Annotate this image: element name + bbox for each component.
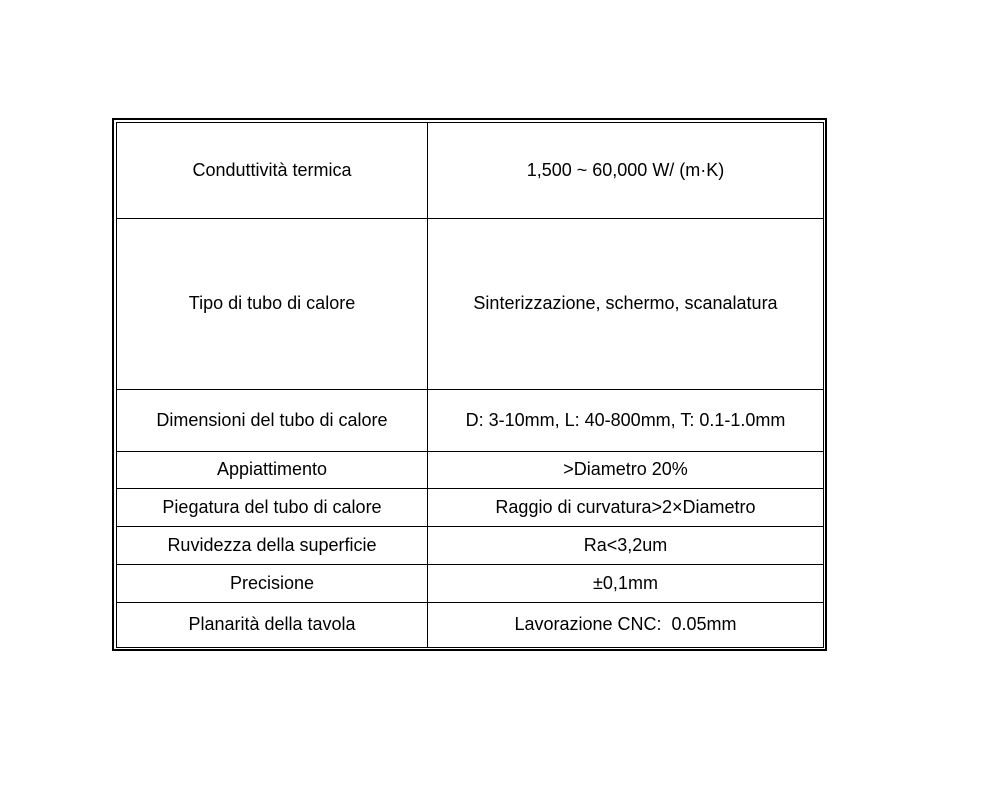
spec-label: Dimensioni del tubo di calore [117, 390, 428, 452]
spec-label: Precisione [117, 565, 428, 603]
spec-value: Raggio di curvatura>2×Diametro [428, 489, 824, 527]
spec-value: Ra<3,2um [428, 527, 824, 565]
spec-value: Lavorazione CNC: 0.05mm [428, 603, 824, 648]
specs-table-frame [112, 118, 827, 651]
specs-table [116, 122, 824, 648]
spec-value: D: 3-10mm, L: 40-800mm, T: 0.1-1.0mm [428, 390, 824, 452]
spec-label: Ruvidezza della superficie [117, 527, 428, 565]
table-row [117, 390, 824, 452]
spec-value: Sinterizzazione, schermo, scanalatura [428, 219, 824, 390]
spec-label: Conduttività termica [117, 123, 428, 219]
spec-value: >Diametro 20% [428, 452, 824, 489]
table-row [117, 565, 824, 603]
table-row [117, 123, 824, 219]
spec-label: Planarità della tavola [117, 603, 428, 648]
spec-label: Tipo di tubo di calore [117, 219, 428, 390]
table-row [117, 603, 824, 648]
table-row [117, 452, 824, 489]
table-row [117, 527, 824, 565]
spec-label: Piegatura del tubo di calore [117, 489, 428, 527]
table-row [117, 219, 824, 390]
spec-value: ±0,1mm [428, 565, 824, 603]
spec-label: Appiattimento [117, 452, 428, 489]
table-row [117, 489, 824, 527]
spec-value: 1,500 ~ 60,000 W/ (m·K) [428, 123, 824, 219]
